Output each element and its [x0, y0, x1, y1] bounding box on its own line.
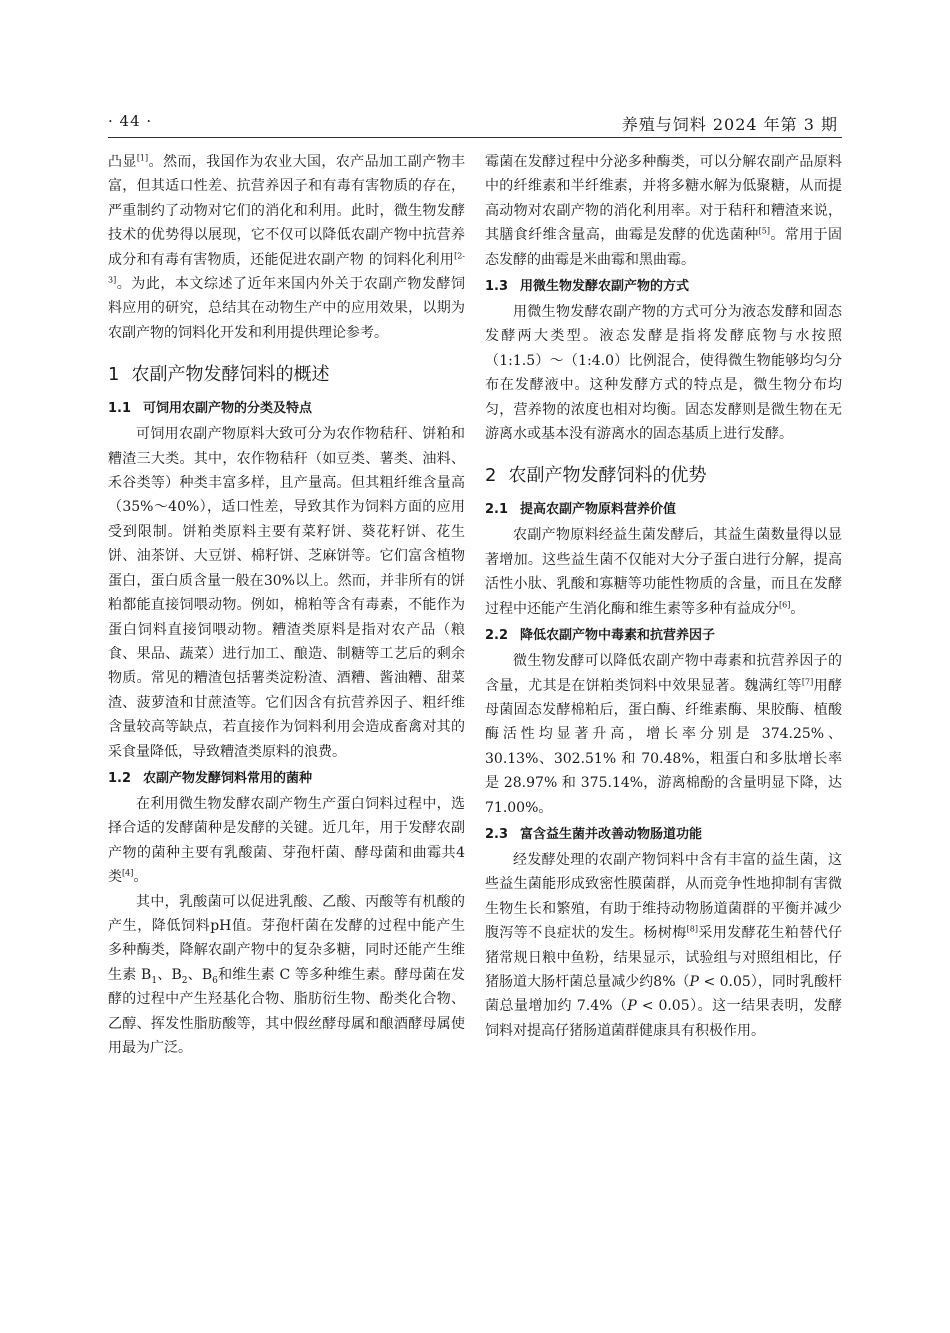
- subsection-heading: 1.3 用微生物发酵农副产物的方式: [485, 279, 690, 295]
- intro-paragraph: 凸显[1]。然而，我国作为农业大国，农产品加工副产物丰富，但其适口性差、抗营养因子和有毒有害物质的存在，严重制约了动物对它们的消化和利用。此时，微生物发酵技术的优势得以展现，它不仅可以降低农副产物中抗营养成分和有毒有害物质，还能促进农副产物 的饲料化利用[2-3]。为此，本文综述了近年来国内外关于农副产物发酵饲料应用的研究，总结其在动物生产中的应用效果，以期为农副产物的饲料化开发和利用提供理论参考。: [108, 153, 466, 341]
- citation: [7]: [801, 676, 814, 686]
- body-paragraph: 用微生物发酵农副产物的方式可分为液态发酵和固态发酵两大类型。液态发酵是指将发酵底物与水按照（1:1.5）～（1:4.0）比例混合，使得微生物能够均匀分布在发酵液中。这种发酵方式的特点是，微生物分布均匀，营养物的浓度也相对均衡。固态发酵则是微生物在无游离水或基本没有游离水的固态基质上进行发酵。: [485, 304, 842, 443]
- citation: [4]: [122, 868, 134, 878]
- body-paragraph: 农副产物原料经益生菌发酵后，其益生菌数量得以显著增加。这些益生菌不仅能对大分子蛋白进行分解，提高活性小肽、乳酸和寡糖等功能性物质的含量，而且在发酵过程中还能产生消化酶和维生素等多种有益成分[6]。: [485, 527, 842, 617]
- page-number: · 44 ·: [108, 112, 153, 130]
- citation: [1]: [136, 153, 149, 163]
- citation: [6]: [779, 600, 791, 610]
- citation: [5]: [758, 226, 770, 236]
- journal-title: 养殖与饲料 2024 年第 3 期: [621, 115, 838, 134]
- citation: [2-3]: [108, 250, 465, 285]
- right-column: [485, 150, 842, 1043]
- header-rule: [108, 137, 842, 138]
- section-heading: 1 农副产物发酵饲料的概述: [108, 364, 330, 386]
- section-heading: 2 农副产物发酵饲料的优势: [485, 465, 707, 487]
- body-paragraph: 霉菌在发酵过程中分泌多种酶类，可以分解农副产品原料中的纤维素和半纤维素，并将多糖水解为低聚糖，从而提高动物对农副产物的消化利用率。对于秸秆和糟渣来说，其膳食纤维含量高，曲霉是发酵的优选菌种[5]。常用于固态发酵的曲霉是米曲霉和黑曲霉。: [485, 154, 843, 268]
- subsection-heading: 1.1 可饲用农副产物的分类及特点: [108, 401, 313, 417]
- subsection-heading: 1.2 农副产物发酵饲料常用的菌种: [108, 770, 313, 786]
- subsection-heading: 2.1 提高农副产物原料营养价值: [485, 502, 677, 518]
- citation: [8]: [686, 924, 698, 934]
- body-paragraph: 可饲用农副产物原料大致可分为农作物秸秆、饼粕和糟渣三大类。其中，农作物秸秆（如豆类、薯类、油料、禾谷类等）种类丰富多样，且产量高。但其粗纤维含量高（35%～40%），适口性差，导致其作为饲料方面的应用受到限制。饼粕类原料主要有菜籽饼、葵花籽饼、花生饼、油茶饼、大豆饼、棉籽饼、芝麻饼等。它们富含植物蛋白，蛋白质含量一般在30%以上。然而，并非所有的饼粕都能直接饲喂动物。例如，棉粕等含有毒素，不能作为蛋白饲料直接饲喂动物。糟渣类原料是指对农产品（粮食、果品、蔬菜）进行加工、酿造、制糖等工艺后的剩余物质。常见的糟渣包括薯类淀粉渣、酒糟、酱油糟、甜菜渣、菠萝渣和甘蔗渣等。它们因含有抗营养因子、粗纤维含量较高等缺点，若直接作为饲料利用会造成畜禽对其的采食量降低，导致糟渣类原料的浪费。: [108, 426, 465, 760]
- subsection-heading: 2.2 降低农副产物中毒素和抗营养因子: [485, 628, 716, 644]
- body-paragraph: 微生物发酵可以降低农副产物中毒素和抗营养因子的含量，尤其是在饼粕类饲料中效果显著。魏满红等[7]用酵母菌固态发酵棉粕后，蛋白酶、纤维素酶、果胶酶、植酸酶活性均显著升高，增长率分别是 374.25%、30.13%、302.51% 和 70.48%，粗蛋白和多肽增长率是 28.97% 和 375.14%，游离棉酚的含量明显下降，达 71.00%。: [485, 653, 843, 816]
- body-paragraph: 经发酵处理的农副产物饲料中含有丰富的益生菌，这些益生菌能形成致密性膜菌群，从而竞争性地抑制有害微生物生长和繁殖，有助于维持动物肠道菌群的平衡并减少腹泻等不良症状的发生。杨树梅[8]采用发酵花生粕替代仔猪常规日粮中鱼粉，结果显示，试验组与对照组相比，仔猪肠道大肠杆菌总量减少约8%（P < 0.05），同时乳酸杆菌总量增加约 7.4%（P < 0.05）。这一结果表明，发酵饲料对提高仔猪肠道菌群健康具有积极作用。: [485, 851, 843, 1039]
- left-column: [108, 150, 465, 1060]
- body-paragraph: 其中，乳酸菌可以促进乳酸、乙酸、丙酸等有机酸的产生，降低饲料pH值。芽孢杆菌在发酵的过程中能产生多种酶类，降解农副产物中的复杂多糖，同时还能产生维生素 $B_1$、$B_2$、$B_6$和维生素 C 等多种维生素。酵母菌在发酵的过程中产生羟基化合物、脂肪衍生物、酚类化合物、乙醇、挥发性脂肪酸等，其中假丝酵母属和酿酒酵母属使用最为广泛。: [108, 893, 465, 1056]
- subsection-heading: 2.3 富含益生菌并改善动物肠道功能: [485, 826, 703, 842]
- body-paragraph: 在利用微生物发酵农副产物生产蛋白饲料过程中，选择合适的发酵菌种是发酵的关键。近几年，用于发酵农副产物的菌种主要有乳酸菌、芽孢杆菌、酵母菌和曲霉共4类[4]。: [108, 795, 465, 886]
